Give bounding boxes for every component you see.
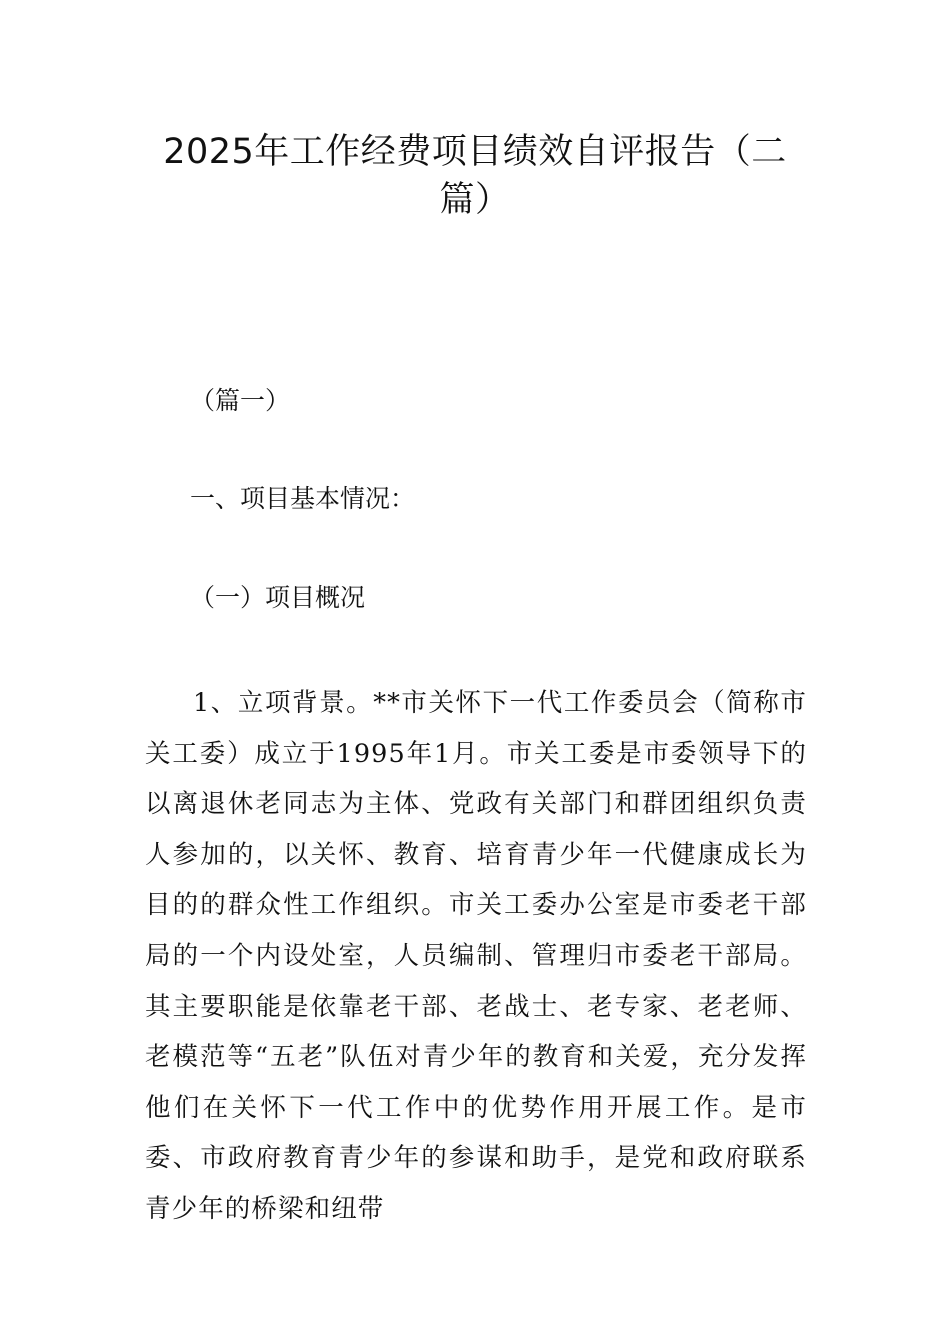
subsection-heading: （一）项目概况 [190, 583, 366, 612]
part-label: （篇一） [190, 386, 291, 415]
section-heading: 一、项目基本情况： [190, 484, 416, 513]
body-paragraph: 1、立项背景。**市关怀下一代工作委员会（简称市关工委）成立于1995年1月。市关工委是市委领导下的以离退休老同志为主体、党政有关部门和群团组织负责人参加的，以关怀、教育、培育青少年一代健康成长为目的的群众性工作组织。市关工委办公室是市委老干部局的一个内设处室，人员编制、管理归市委老干部局。其主要职能是依靠老干部、老战士、老专家、老老师、老模范等“五老”队伍对青少年的教育和关爱，充分发挥他们在关怀下一代工作中的优势作用开展工作。是市委、市政府教育青少年的参谋和助手，是党和政府联系青少年的桥梁和纽带 [145, 688, 807, 1224]
document-title: 2025年工作经费项目绩效自评报告（二篇） [163, 132, 787, 220]
